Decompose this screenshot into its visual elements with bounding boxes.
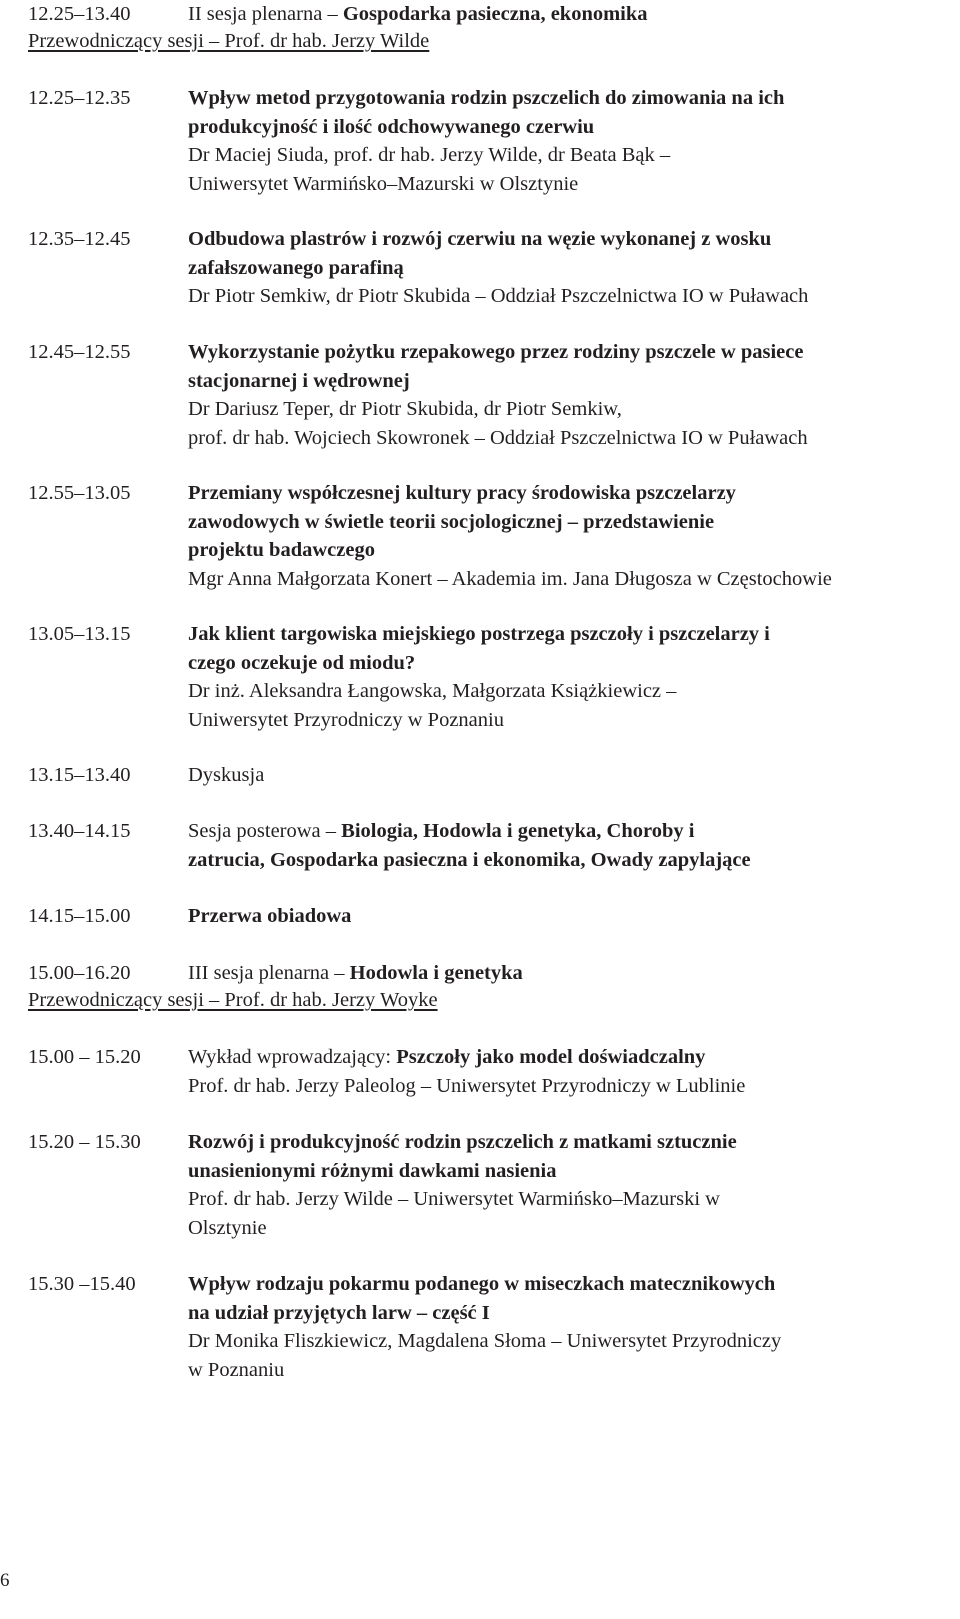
title-text: Wpływ metod przygotowania rodzin pszczelich do zimowania na ich [188, 87, 785, 109]
body-text: Dr inż. Aleksandra Łangowska, Małgorzata Książkiewicz – [188, 680, 677, 702]
entry-line [188, 1299, 948, 1328]
session-chair-line: Przewodniczący sesji – Prof. dr hab. Jerzy Wilde [28, 30, 430, 52]
title-text: Odbudowa plastrów i rozwój czerwiu na węzie wykonanej z wosku [188, 228, 772, 250]
entry-content [188, 902, 948, 931]
entry-line [188, 706, 948, 735]
title-text: Biologia, Hodowla i genetyka, Choroby i [341, 820, 695, 842]
entry-line [188, 1185, 948, 1214]
title-text: stacjonarnej i wędrownej [188, 369, 410, 392]
body-text: prof. dr hab. Wojciech Skowronek – Oddział Pszczelnictwa IO w Puławach [188, 426, 808, 449]
entry-content [188, 959, 948, 988]
time-slot: 12.55–13.05 [28, 482, 131, 504]
body-text: Dyskusja [188, 764, 265, 786]
body-text: Dr Dariusz Teper, dr Piotr Skubida, dr Piotr Semkiw, [188, 398, 622, 420]
entry-content [188, 1043, 948, 1100]
entry-line [188, 1128, 948, 1157]
entry-content [188, 817, 948, 874]
title-text: Przemiany współczesnej kultury pracy środowiska pszczelarzy [188, 482, 736, 504]
entry-line [188, 1327, 948, 1356]
entry-line [188, 84, 948, 113]
body-text: Uniwersytet Przyrodniczy w Poznaniu [188, 708, 504, 731]
time-slot: 12.25–13.40 [28, 3, 131, 25]
entry-line [188, 565, 948, 594]
body-text: Dr Piotr Semkiw, dr Piotr Skubida – Oddział Pszczelnictwa IO w Puławach [188, 285, 809, 307]
time-slot: 15.00–16.20 [28, 962, 131, 984]
title-text: projektu badawczego [188, 539, 375, 561]
entry-content [188, 225, 948, 311]
entry-line [188, 959, 948, 988]
title-text: Jak klient targowiska miejskiego postrzega pszczoły i pszczelarzy i [188, 623, 770, 645]
entry-line [188, 170, 948, 199]
entry-line [188, 1270, 948, 1299]
body-text: Sesja posterowa – [188, 820, 342, 842]
entry-content [188, 1128, 948, 1242]
entry-line [188, 677, 948, 706]
entry-content [188, 620, 948, 734]
body-text: Prof. dr hab. Jerzy Wilde – Uniwersytet Warmińsko–Mazurski w [188, 1188, 720, 1210]
time-slot: 13.05–13.15 [28, 623, 131, 645]
title-text: Przerwa obiadowa [188, 905, 352, 927]
title-text: zatrucia, Gospodarka pasieczna i ekonomika, Owady zapylające [188, 848, 751, 871]
entry-line [188, 508, 948, 537]
body-text: Dr Maciej Siuda, prof. dr hab. Jerzy Wilde, dr Beata Bąk – [188, 144, 671, 166]
entry-line [188, 113, 948, 142]
body-text: III sesja plenarna – [188, 962, 350, 984]
entry-line [188, 1356, 948, 1385]
entry-content [188, 479, 948, 593]
page-number: 6 [0, 1570, 10, 1591]
session-chair-line: Przewodniczący sesji – Prof. dr hab. Jerzy Woyke [28, 989, 438, 1011]
body-text: Wykład wprowadzający: [188, 1046, 397, 1068]
title-text: produkcyjność i ilość odchowywanego czerwiu [188, 115, 595, 138]
body-text: Mgr Anna Małgorzata Konert – Akademia im. Jana Długosza w Częstochowie [188, 567, 832, 590]
entry-line [188, 761, 948, 790]
body-text: Uniwersytet Warmińsko–Mazurski w Olsztynie [188, 172, 579, 195]
body-text: w Poznaniu [188, 1358, 285, 1381]
entry-content [188, 1270, 948, 1384]
entry-content [188, 0, 948, 29]
entry-line [188, 1043, 948, 1072]
entry-line [188, 479, 948, 508]
body-text: Dr Monika Fliszkiewicz, Magdalena Słoma – Uniwersytet Przyrodniczy [188, 1330, 782, 1352]
entry-content [188, 338, 948, 452]
title-text: unasienionymi różnymi dawkami nasienia [188, 1159, 557, 1182]
entry-line [188, 254, 948, 283]
time-slot: 12.45–12.55 [28, 341, 131, 363]
time-slot: 15.20 – 15.30 [28, 1131, 141, 1153]
entry-line [188, 141, 948, 170]
entry-line [188, 395, 948, 424]
time-slot: 14.15–15.00 [28, 905, 131, 927]
time-slot: 13.15–13.40 [28, 764, 131, 786]
entry-line [188, 1214, 948, 1243]
time-slot: 12.25–12.35 [28, 87, 131, 109]
entry-line [188, 424, 948, 453]
body-text: II sesja plenarna – [188, 3, 343, 25]
entry-line [188, 817, 948, 846]
title-text: Wpływ rodzaju pokarmu podanego w miseczkach matecznikowych [188, 1273, 776, 1295]
body-text: Olsztynie [188, 1216, 267, 1239]
entry-content [188, 84, 948, 198]
body-text: Prof. dr hab. Jerzy Paleolog – Uniwersytet Przyrodniczy w Lublinie [188, 1074, 746, 1097]
title-text: zawodowych w świetle teorii socjologicznej – przedstawienie [188, 510, 715, 533]
entry-line [188, 846, 948, 875]
time-slot: 15.00 – 15.20 [28, 1046, 141, 1068]
entry-line [188, 0, 948, 29]
title-text: na udział przyjętych larw – część I [188, 1301, 490, 1324]
entry-line [188, 282, 948, 311]
entry-line [188, 1072, 948, 1101]
title-text: Wykorzystanie pożytku rzepakowego przez rodziny pszczele w pasiece [188, 341, 804, 363]
entry-line [188, 536, 948, 565]
entry-line [188, 367, 948, 396]
title-text: Rozwój i produkcyjność rodzin pszczelich z matkami sztucznie [188, 1131, 737, 1153]
title-text: Pszczoły jako model doświadczalny [396, 1046, 706, 1068]
entry-line [188, 902, 948, 931]
time-slot: 12.35–12.45 [28, 228, 131, 250]
time-slot: 13.40–14.15 [28, 820, 131, 842]
title-text: czego oczekuje od miodu? [188, 651, 416, 674]
entry-line [188, 225, 948, 254]
entry-content [188, 761, 948, 790]
entry-line [188, 620, 948, 649]
entry-line [188, 649, 948, 678]
title-text: Gospodarka pasieczna, ekonomika [342, 3, 648, 25]
entry-line [188, 338, 948, 367]
title-text: Hodowla i genetyka [349, 962, 523, 984]
title-text: zafałszowanego parafiną [188, 256, 404, 279]
time-slot: 15.30 –15.40 [28, 1273, 136, 1295]
entry-line [188, 1157, 948, 1186]
